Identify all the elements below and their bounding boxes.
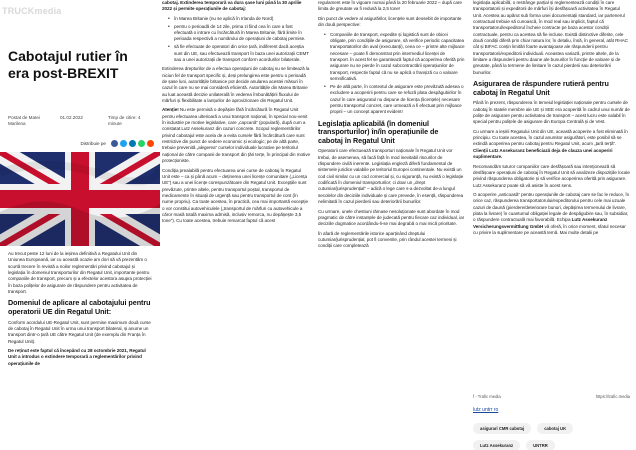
reading-time: Timp de citire: 4 minute bbox=[108, 115, 141, 127]
list-item: • să fie efectuate de operatori din orice țară, indiferent dacă aceștia sunt din UE, sau efectuează transport în baza unei autorizații CEMT sau a unei autorizații de transport conform acordurilor bilaterale. bbox=[168, 44, 310, 63]
column-3 bbox=[318, 0, 465, 450]
paragraph: Operatorii care efectuează transporturi naționale în Regatul Unit vor trebui, de asemenea, să facă față în mod inevitabil riscurilor de răspundere civilă inerente. Legislația engleză diferă fundamental de sistemele juridice valabile pe teritoriul Europei continentale. Nu există un cod civil similar cu un cod comercial și, cu siguranță, nu există o legislație codificată în domeniul transporturilor; ci doar un „drept cutumiar/jurisprudențial” – adică o lege care s-a dezvoltat de-a lungul secolelor din deciziile individuale și care prevede, în esență, răspunderea nelimitată în cazul pierderii sau deteriorării bunurilor. bbox=[318, 148, 464, 205]
column-1 bbox=[8, 0, 153, 450]
tag-chip[interactable]: UNTRR bbox=[526, 440, 555, 450]
tag-chip[interactable]: asigurari CMR cabotaj bbox=[473, 423, 531, 434]
tag-chip[interactable]: cabotaj UK bbox=[537, 423, 573, 434]
tag-row bbox=[473, 440, 630, 450]
paragraph: legislația aplicabilă, o restrânge parțial și reglementează condiții în care transportatorii și expeditorii de mărfuri își desfășoară activitatea în Regatul Unit. Acestea au apărut sub forma unei documentații standard, iar partenerul contractual trebuie să cunoască, în mod real sau implicit, faptul că transportatorul/expeditorul încheie contracte pe baza acestor condiții contractuale, pentru ca acestea să fie incluse. Există distinctive diferite, cele două condiții diferă prin chiar natura lor, în detaliu, însă, în general, atât RHAC cât și BIFAC conțin limitări foarte avantajoase ale răspunderii pentru transportatorii/expeditorii individuali. Aceastea variază, printre altele, de la limitare a răspunderii pentru daune ale bunurilor în funcție de valoare și de greutate, până la termene de limitare în cazul pierderii sau deteriorării bunurilor. bbox=[473, 0, 628, 75]
paragraph: Condiția prealabilă pentru efectuarea unei curse de cabotaj în Regatul Unit este – ca și până acum – deținerea unei licențe comunitare („Licența UE”) sau a unei licențe corespunzătoare din Regatul Unit. Excepțiile sunt prevăzute, printre altele, pentru transportul poștal, transportul de medicamente în situații de urgență sau pentru transportul de cont (în nume propriu). Ca toate acestea, în practică, cea mai importantă excepție o vor constitui autovehiculele („transportul de mărfuri cu autovehicule a căror masă totală maxima admisă, inclusiv remorca, nu depășește 3,5 tone”). Cu toate acestea, trebuie remarcat faptul că acest bbox=[162, 167, 308, 224]
section-heading: Domeniul de aplicare al cabotajului pentru operatorii UE din Regatul Unit: bbox=[8, 298, 151, 316]
source-name: f - Trafic media bbox=[473, 394, 501, 399]
paragraph: Conform acordului UE-Regatul Unit, sunt permise maximum două curse de cabotaj în Regatul Unit în urma unui transport bilateral, și anume un transport dintr-o țară UE către Regatul Unit (de exemplu din Franța în Regatul Unit). bbox=[8, 319, 151, 344]
paragraph: O acoperire „anticoasă” pentru operațiunile de cabotaj care se fac le reduce, în orice caz, răspunderea transportatorului/expeditorului pentru cele mai uzuale cazuri de daună (pierdere/deteriorare bunuri, depășirea termenului de livrare, plata la livrare) în cuantumul obligației legale de despăgubire sau, în subsidiar, o răspundere contractuală mai favorabilă. Echipa Lutz Assekuranz Versicherungsvermittlung GmbH vă oferă, în orice moment, sfatul necesar cu privire la suplimentare pe această temă. Mai multe detalii pe bbox=[473, 192, 630, 236]
bullet-list bbox=[168, 16, 310, 63]
paragraph: Extinderea drepturilor de a efectua operațiuni de cabotaj nu se limitează la niciun fel de transport specific și, deși prelungirea este pentru o perioadă de șase luni, autoritățile britanice pot decide anularea acestei măsuri în cazul în care nu se mai consideră eficientă. Autoritățile din Marea Britanie au luat această decizie unilaterală în vederea îmbunătățirii fluxului de mărfuri și flexibilitate a lanțurilor de aprovizionare din Regatul Unit. bbox=[162, 66, 310, 103]
paragraph: Cu urmare, unele chestiuni rămase nesoluționate sunt abordate în mod pragmatic de către instanțele de judecată pentru fiecare caz individual, iar deciziile dogmatice acordându-li-se mai degrabă o mai mică prioritate. bbox=[318, 208, 465, 227]
paragraph-bold: De reținut este faptul că începând cu 28 octombrie 2021, Regatul Unit a introdus o extindere temporară a reglementărilor privind operațiunile de bbox=[8, 348, 146, 366]
paragraph: Cu urmare a ieșirii Regatului Unit din UE, această acoperire a fost eliminată în principiu. Cu toate acestea, în cazul anumitor asigurători, este posibil să se extindă acoperirea pentru cabotaj pentru Regatul Unit, acum „țară terță”. Clienții Lutz Assekuranz beneficiază deja de clauza unei acoperiri suplimentare. bbox=[473, 128, 628, 160]
more-details-link[interactable]: lutz untrr ro bbox=[473, 407, 499, 413]
column-1-body bbox=[8, 251, 153, 370]
warning-label: Atenție! bbox=[162, 107, 179, 113]
section-heading: Asigurarea de răspundere rutieră pentru cabotaj în Regatul Unit bbox=[473, 78, 609, 97]
paragraph: Atenție! Nu este permisă o depășire fără încărcătură în Regatul Unit pentru efectuarea ulterioară a unui transport național, în special nou-venit în industrie pe motive legislative, care „capcană” (populară), după cum a constatat Lutz Assekuranz din cazuri concrete. Scopul reglementărilor privind cabotajul este acela de a evita cursele fără încărcătură care sunt restrictive din punct de vedere economic și ecologic; pe de altă parte, trebuie prevenită „alegerea” curselor individuale lucrative pe teritoriul național de către companii de transport din țări terțe, în principal din motive protecționiste. bbox=[162, 107, 310, 164]
site-logo[interactable]: TRUCKmedia bbox=[2, 6, 62, 16]
list-item: • pentru o perioadă de 14 zile, prima zi fiind cea în care a fost efectuată o intrare cu încărcătură în Marea Britanie, fără limite în perioada respectivă a numărului de operațiuni de cabotaj permise. bbox=[168, 24, 310, 43]
paragraph: Din punct de vedere al asigurărilor, licențele sunt deosebit de importante din două perspective: bbox=[318, 15, 462, 28]
article-title: Cabotajul rutier în era post-BREXIT bbox=[8, 48, 128, 82]
paragraph: Până în prezent, răspunderea în temeiul legislației naționale pentru cursele de cabotaj în statele membre ale UE și SEE era acoperită în cadrul unui număr de polițe de asigurare pentru activitatea de transport – acest lucru este valabil în special pentru polițele de asigurare din Europa Centrală și de Vest. bbox=[473, 100, 630, 125]
column-2 bbox=[162, 0, 310, 450]
publish-date: 01.02.2022 bbox=[60, 115, 83, 120]
paragraph-bold: cabotaj. Extinderea temporară va dura șase luni până la 30 aprilie 2022 și permite operațiunile de cabotaj: bbox=[162, 0, 302, 12]
paragraph: În afară de reglementările istorice aparținând dreptului cutumiar/jurisprudențial, pot fi convenite, prin rândul acestei termeni și condiții care completează bbox=[318, 230, 457, 249]
source-line bbox=[473, 394, 630, 399]
bullet-list bbox=[324, 32, 465, 116]
tag-row bbox=[473, 423, 630, 434]
section-heading: Legislația aplicabilă (în domeniul transporturilor) în/în operațiunile de cabotaj în Regatul Unit bbox=[318, 118, 439, 145]
tag-chip[interactable]: Lutz Assekuranz bbox=[473, 440, 520, 450]
list-item: • Pe de altă parte, în contextul de asigurare este prevăzută adesea o excludere a acoperirii pentru care se refuză plata despăgubirilor în cazul în care asiguratul nu dispune de licența (licențele) necesare pentru transportul concret, care urmează a fi efectuat prin mijloace proprii – un concept aparent evident! bbox=[324, 84, 465, 116]
paragraph: regulament este în vigoare numai până la 20 februarie 2022 – după care limita de greutate va fi redusă la 2,5 tone! bbox=[318, 0, 462, 12]
share-label: Distribuie pe bbox=[80, 140, 106, 146]
article-footer bbox=[473, 394, 630, 450]
source-url[interactable]: https://trafic.media bbox=[595, 394, 630, 399]
paragraph: Au trecut peste 12 luni de la ieșirea definitivă a Regatului Unit din Uniunea Europeană, iar cu această ocazie am dori să vă prezentăm o scurtă trecere în revistă a noilor reglementări privind cabotajul și legislația în domeniul transporturilor din Regatul Unit, importante pentru companiile de transport, precum și a efectelor acestora asupra protecției în baza polițelor de asigurare de răspundere pentru activitatea de transport. bbox=[8, 251, 152, 294]
paragraph: Recomandăm tuturor companiilor care desfășoară sau intenționează să desfășoare operațiuni de cabotaj în Regatul Unit să analizeze dispozițiile locale privind răspunderea obligatorie și să verifice acoperirea oferită prin asigurare. Lutz Assekuranz poate să vă asiste în acest sens. bbox=[473, 163, 630, 188]
column-4 bbox=[473, 0, 630, 392]
author-label[interactable]: Postat de Matei Marilena bbox=[8, 115, 40, 127]
list-item: • în Marea Britanie (nu se aplică în Irlanda de Nord) bbox=[168, 16, 310, 22]
list-item: • Companiile de transport, expedite și logistică sunt de obicei obligate, prin condițiile de asigurare, să verifice periodic capacitatea transportatorilor din aval (executanți), ceea ce – printre alte mijloace necesare – poate fi demonstrat prin intermediul licenței de transport. În acest fel se garantează faptul că acoperirea oferită prin asigurare nu se pierde în cazul subcontractării operațiunilor de transport, respectiv faptul că nu se aplică o franșiză cu o valoare semnificativă. bbox=[324, 32, 465, 83]
